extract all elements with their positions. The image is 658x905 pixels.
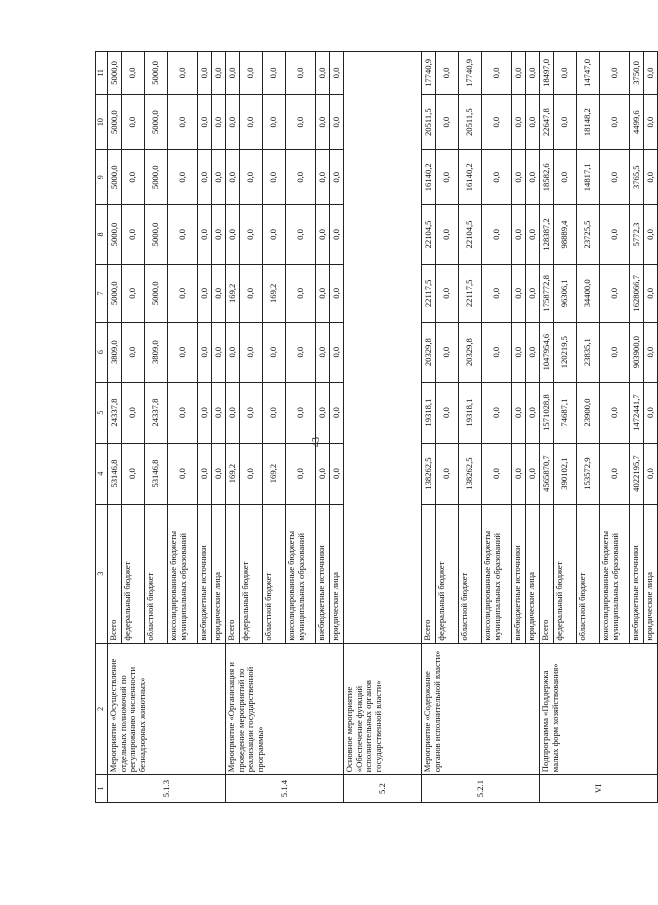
- amount-cell: 0,0: [600, 205, 630, 265]
- amount-cell: 0,0: [122, 264, 145, 322]
- amount-cell: 0,0: [240, 382, 263, 443]
- amount-cell: 128387,2: [540, 205, 554, 265]
- amount-cell: 0,0: [122, 382, 145, 443]
- amount-cell: 169,2: [226, 443, 240, 504]
- amount-cell: 0,0: [198, 382, 212, 443]
- amount-cell: 0,0: [316, 205, 330, 265]
- amount-cell: 0,0: [436, 52, 459, 95]
- amount-cell: 0,0: [168, 150, 198, 205]
- amount-cell: 0,0: [240, 443, 263, 504]
- amount-cell: 0,0: [316, 52, 330, 95]
- amount-cell: 0,0: [526, 443, 540, 504]
- amount-cell: 0,0: [240, 52, 263, 95]
- amount-cell: 169,2: [263, 264, 286, 322]
- amount-cell: 5000,0: [108, 264, 122, 322]
- section-code: 5.1.4: [226, 775, 344, 803]
- amount-cell: 0,0: [436, 382, 459, 443]
- amount-cell: 0,0: [198, 322, 212, 382]
- amount-cell: 0,0: [240, 322, 263, 382]
- amount-cell: 0,0: [436, 94, 459, 150]
- amount-cell: 0,0: [482, 150, 512, 205]
- funding-source: консолидированные бюджеты муниципальных образований: [168, 504, 198, 643]
- amount-cell: 23835,1: [577, 322, 600, 382]
- column-number-4: 4: [96, 443, 108, 504]
- amount-cell: 4565870,7: [540, 443, 554, 504]
- amount-cell: 23725,5: [577, 205, 600, 265]
- amount-cell: 0,0: [330, 382, 344, 443]
- amount-cell: 34400,0: [577, 264, 600, 322]
- amount-cell: 3809,0: [108, 322, 122, 382]
- amount-cell: 0,0: [286, 150, 316, 205]
- amount-cell: 0,0: [212, 264, 226, 322]
- amount-cell: 0,0: [330, 52, 344, 95]
- amount-cell: 0,0: [212, 94, 226, 150]
- amount-cell: 0,0: [600, 322, 630, 382]
- amount-cell: 0,0: [644, 205, 658, 265]
- amount-cell: 0,0: [122, 94, 145, 150]
- amount-cell: 22104,5: [422, 205, 436, 265]
- amount-cell: 4022195,7: [630, 443, 644, 504]
- amount-cell: 0,0: [286, 264, 316, 322]
- amount-cell: 0,0: [644, 52, 658, 95]
- amount-cell: 14817,1: [577, 150, 600, 205]
- rotated-table-container: [95, 51, 655, 803]
- funding-source: Всего: [108, 504, 122, 643]
- amount-cell: 5000,0: [108, 205, 122, 265]
- funding-source: областной бюджет: [577, 504, 600, 643]
- amount-cell: 1628066,7: [630, 264, 644, 322]
- table-row: [540, 52, 554, 803]
- section-code: 5.1.3: [108, 775, 226, 803]
- amount-cell: 0,0: [512, 205, 526, 265]
- column-number-5: 5: [96, 382, 108, 443]
- amount-cell: 0,0: [168, 94, 198, 150]
- table-row: [226, 52, 240, 803]
- amount-cell: 0,0: [526, 52, 540, 95]
- amount-cell: 169,2: [226, 264, 240, 322]
- amount-cell: 0,0: [168, 382, 198, 443]
- amount-cell: 0,0: [600, 94, 630, 150]
- amount-cell: 0,0: [122, 443, 145, 504]
- column-number-11: 11: [96, 52, 108, 95]
- amount-cell: 0,0: [330, 443, 344, 504]
- amount-cell: 0,0: [263, 205, 286, 265]
- column-number-6: 6: [96, 322, 108, 382]
- amount-cell: 153572,9: [577, 443, 600, 504]
- funding-source: внебюджетные источники: [512, 504, 526, 643]
- amount-cell: 0,0: [482, 322, 512, 382]
- amount-cell: 0,0: [122, 150, 145, 205]
- section-title: Мероприятие «Содержание органов исполнительной власти»: [422, 643, 540, 775]
- amount-cell: 0,0: [198, 52, 212, 95]
- amount-cell: 18497,0: [540, 52, 554, 95]
- section-title: Мероприятие «Осуществление отдельных полномочий по регулированию численности безнадзорных животных»: [108, 643, 226, 775]
- amount-cell: 0,0: [286, 382, 316, 443]
- amount-cell: 0,0: [240, 205, 263, 265]
- funding-source: консолидированные бюджеты муниципальных образований: [482, 504, 512, 643]
- amount-cell: 0,0: [212, 382, 226, 443]
- amount-cell: 0,0: [526, 150, 540, 205]
- amount-cell: 0,0: [240, 264, 263, 322]
- funding-source: юридические лица: [644, 504, 658, 643]
- amount-cell: 0,0: [212, 150, 226, 205]
- column-number-10: 10: [96, 94, 108, 150]
- funding-source: юридические лица: [526, 504, 540, 643]
- amount-cell: 1758772,8: [540, 264, 554, 322]
- amount-cell: 0,0: [212, 52, 226, 95]
- amount-cell: 0,0: [644, 382, 658, 443]
- amount-cell: 1472441,7: [630, 382, 644, 443]
- amount-cell: 0,0: [198, 205, 212, 265]
- funding-source: федеральный бюджет: [122, 504, 145, 643]
- amount-cell: 0,0: [436, 150, 459, 205]
- amount-cell: 0,0: [600, 150, 630, 205]
- amount-cell: 0,0: [168, 322, 198, 382]
- amount-cell: 22117,5: [459, 264, 482, 322]
- amount-cell: 0,0: [600, 264, 630, 322]
- amount-cell: 0,0: [330, 205, 344, 265]
- amount-cell: 5000,0: [108, 52, 122, 95]
- amount-cell: 0,0: [122, 52, 145, 95]
- header-row: [96, 52, 108, 803]
- amount-cell: 3765,5: [630, 150, 644, 205]
- amount-cell: 0,0: [122, 322, 145, 382]
- amount-cell: 0,0: [482, 382, 512, 443]
- amount-cell: 0,0: [526, 94, 540, 150]
- amount-cell: 19318,1: [422, 382, 436, 443]
- amount-cell: 16140,2: [459, 150, 482, 205]
- amount-cell: 18148,2: [577, 94, 600, 150]
- amount-cell: 5772,3: [630, 205, 644, 265]
- amount-cell: 17740,9: [459, 52, 482, 95]
- amount-cell: 0,0: [436, 205, 459, 265]
- amount-cell: 0,0: [168, 205, 198, 265]
- amount-cell: 0,0: [226, 322, 240, 382]
- amount-cell: 96306,1: [554, 264, 577, 322]
- amount-cell: 0,0: [330, 94, 344, 150]
- amount-cell: 0,0: [263, 382, 286, 443]
- amount-cell: 0,0: [226, 150, 240, 205]
- amount-cell: 0,0: [482, 205, 512, 265]
- amount-cell: 22647,8: [540, 94, 554, 150]
- amount-cell: 0,0: [644, 443, 658, 504]
- funding-source: Всего: [422, 504, 436, 643]
- amount-cell: 0,0: [512, 322, 526, 382]
- amount-cell: 0,0: [316, 443, 330, 504]
- amount-cell: 0,0: [168, 52, 198, 95]
- amount-cell: 0,0: [316, 322, 330, 382]
- amount-cell: 903900,0: [630, 322, 644, 382]
- amount-cell: 0,0: [526, 382, 540, 443]
- amount-cell: 5000,0: [145, 94, 168, 150]
- amount-cell: 0,0: [198, 94, 212, 150]
- amount-cell: 74687,1: [554, 382, 577, 443]
- section-code: 5.2.1: [422, 775, 540, 803]
- amount-cell: 3750,0: [630, 52, 644, 95]
- amount-cell: 5000,0: [145, 150, 168, 205]
- amount-cell: 0,0: [526, 205, 540, 265]
- funding-source: областной бюджет: [263, 504, 286, 643]
- page-number: 43: [311, 437, 322, 447]
- amount-cell: 17740,9: [422, 52, 436, 95]
- funding-source: консолидированные бюджеты муниципальных образований: [600, 504, 630, 643]
- amount-cell: 0,0: [286, 205, 316, 265]
- amount-cell: 0,0: [263, 94, 286, 150]
- column-number-1: 1: [96, 775, 108, 803]
- amount-cell: 0,0: [436, 264, 459, 322]
- amount-cell: 0,0: [316, 150, 330, 205]
- amount-cell: 23900,0: [577, 382, 600, 443]
- funding-source: Всего: [226, 504, 240, 643]
- amount-cell: 0,0: [526, 264, 540, 322]
- amount-cell: 0,0: [226, 94, 240, 150]
- amount-cell: 0,0: [330, 322, 344, 382]
- amount-cell: 0,0: [512, 443, 526, 504]
- amount-cell: 0,0: [512, 52, 526, 95]
- amount-cell: 390102,1: [554, 443, 577, 504]
- funding-source: консолидированные бюджеты муниципальных образований: [286, 504, 316, 643]
- amount-cell: 138262,5: [459, 443, 482, 504]
- funding-source: юридические лица: [330, 504, 344, 643]
- amount-cell: 14747,0: [577, 52, 600, 95]
- section-title: Основное мероприятие «Обеспечение функций исполнительных органов государственной власти»: [344, 643, 422, 775]
- amount-cell: 0,0: [512, 382, 526, 443]
- funding-source: Всего: [540, 504, 554, 643]
- amount-cell: 0,0: [198, 150, 212, 205]
- funding-source: внебюджетные источники: [630, 504, 644, 643]
- amount-cell: 0,0: [198, 443, 212, 504]
- section-title: Мероприятие «Организация и проведение мероприятий по реализации государственной программы»: [226, 643, 344, 775]
- amount-cell: 0,0: [526, 322, 540, 382]
- amount-cell: 0,0: [286, 443, 316, 504]
- amount-cell: 138262,5: [422, 443, 436, 504]
- amount-cell: 20329,8: [459, 322, 482, 382]
- amount-cell: 0,0: [286, 52, 316, 95]
- amount-cell: 0,0: [212, 443, 226, 504]
- amount-cell: 0,0: [482, 52, 512, 95]
- amount-cell: 3809,0: [145, 322, 168, 382]
- budget-table: [95, 51, 658, 803]
- amount-cell: 0,0: [240, 94, 263, 150]
- amount-cell: 0,0: [554, 52, 577, 95]
- empty-cell: [344, 52, 422, 644]
- amount-cell: 20511,5: [422, 94, 436, 150]
- amount-cell: 5000,0: [145, 264, 168, 322]
- amount-cell: 0,0: [212, 322, 226, 382]
- amount-cell: 24337,8: [145, 382, 168, 443]
- amount-cell: 0,0: [316, 382, 330, 443]
- amount-cell: 0,0: [263, 150, 286, 205]
- amount-cell: 0,0: [168, 443, 198, 504]
- amount-cell: 0,0: [554, 94, 577, 150]
- amount-cell: 0,0: [644, 150, 658, 205]
- amount-cell: 0,0: [644, 94, 658, 150]
- funding-source: федеральный бюджет: [240, 504, 263, 643]
- amount-cell: 0,0: [226, 205, 240, 265]
- amount-cell: 98889,4: [554, 205, 577, 265]
- funding-source: внебюджетные источники: [198, 504, 212, 643]
- funding-source: областной бюджет: [459, 504, 482, 643]
- amount-cell: 0,0: [240, 150, 263, 205]
- amount-cell: 16140,2: [422, 150, 436, 205]
- column-number-9: 9: [96, 150, 108, 205]
- amount-cell: 5000,0: [108, 150, 122, 205]
- amount-cell: 0,0: [330, 150, 344, 205]
- amount-cell: 5000,0: [108, 94, 122, 150]
- amount-cell: 4499,6: [630, 94, 644, 150]
- amount-cell: 0,0: [600, 443, 630, 504]
- amount-cell: 0,0: [122, 205, 145, 265]
- amount-cell: 5000,0: [145, 205, 168, 265]
- section-title: Подпрограмма «Поддержка малых форм хозяйствования»: [540, 643, 658, 775]
- amount-cell: 0,0: [226, 382, 240, 443]
- amount-cell: 169,2: [263, 443, 286, 504]
- section-row: [344, 52, 422, 803]
- amount-cell: 53146,8: [145, 443, 168, 504]
- amount-cell: 0,0: [482, 94, 512, 150]
- amount-cell: 0,0: [286, 322, 316, 382]
- column-number-3: 3: [96, 504, 108, 643]
- amount-cell: 18582,6: [540, 150, 554, 205]
- amount-cell: 0,0: [263, 52, 286, 95]
- amount-cell: 0,0: [644, 322, 658, 382]
- funding-source: федеральный бюджет: [436, 504, 459, 643]
- table-row: [108, 52, 122, 803]
- amount-cell: 53146,8: [108, 443, 122, 504]
- amount-cell: 0,0: [512, 264, 526, 322]
- funding-source: областной бюджет: [145, 504, 168, 643]
- column-number-7: 7: [96, 264, 108, 322]
- column-number-2: 2: [96, 643, 108, 775]
- amount-cell: 20329,8: [422, 322, 436, 382]
- amount-cell: 22117,5: [422, 264, 436, 322]
- amount-cell: 0,0: [198, 264, 212, 322]
- amount-cell: 0,0: [436, 322, 459, 382]
- amount-cell: 0,0: [554, 150, 577, 205]
- amount-cell: 0,0: [316, 94, 330, 150]
- amount-cell: 0,0: [286, 94, 316, 150]
- amount-cell: 0,0: [482, 443, 512, 504]
- amount-cell: 1047954,6: [540, 322, 554, 382]
- amount-cell: 20511,5: [459, 94, 482, 150]
- column-number-8: 8: [96, 205, 108, 265]
- funding-source: внебюджетные источники: [316, 504, 330, 643]
- amount-cell: 24337,8: [108, 382, 122, 443]
- section-code: 5.2: [344, 775, 422, 803]
- amount-cell: 0,0: [226, 52, 240, 95]
- amount-cell: 0,0: [644, 264, 658, 322]
- amount-cell: 0,0: [512, 94, 526, 150]
- amount-cell: 22104,5: [459, 205, 482, 265]
- amount-cell: 0,0: [263, 322, 286, 382]
- table-row: [422, 52, 436, 803]
- amount-cell: 0,0: [600, 52, 630, 95]
- amount-cell: 0,0: [316, 264, 330, 322]
- funding-source: юридические лица: [212, 504, 226, 643]
- amount-cell: 5000,0: [145, 52, 168, 95]
- amount-cell: 0,0: [482, 264, 512, 322]
- amount-cell: 1571028,8: [540, 382, 554, 443]
- section-code: VI: [540, 775, 658, 803]
- amount-cell: 0,0: [330, 264, 344, 322]
- amount-cell: 0,0: [512, 150, 526, 205]
- amount-cell: 19318,1: [459, 382, 482, 443]
- amount-cell: 120219,5: [554, 322, 577, 382]
- funding-source: федеральный бюджет: [554, 504, 577, 643]
- amount-cell: 0,0: [168, 264, 198, 322]
- amount-cell: 0,0: [436, 443, 459, 504]
- amount-cell: 0,0: [600, 382, 630, 443]
- amount-cell: 0,0: [212, 205, 226, 265]
